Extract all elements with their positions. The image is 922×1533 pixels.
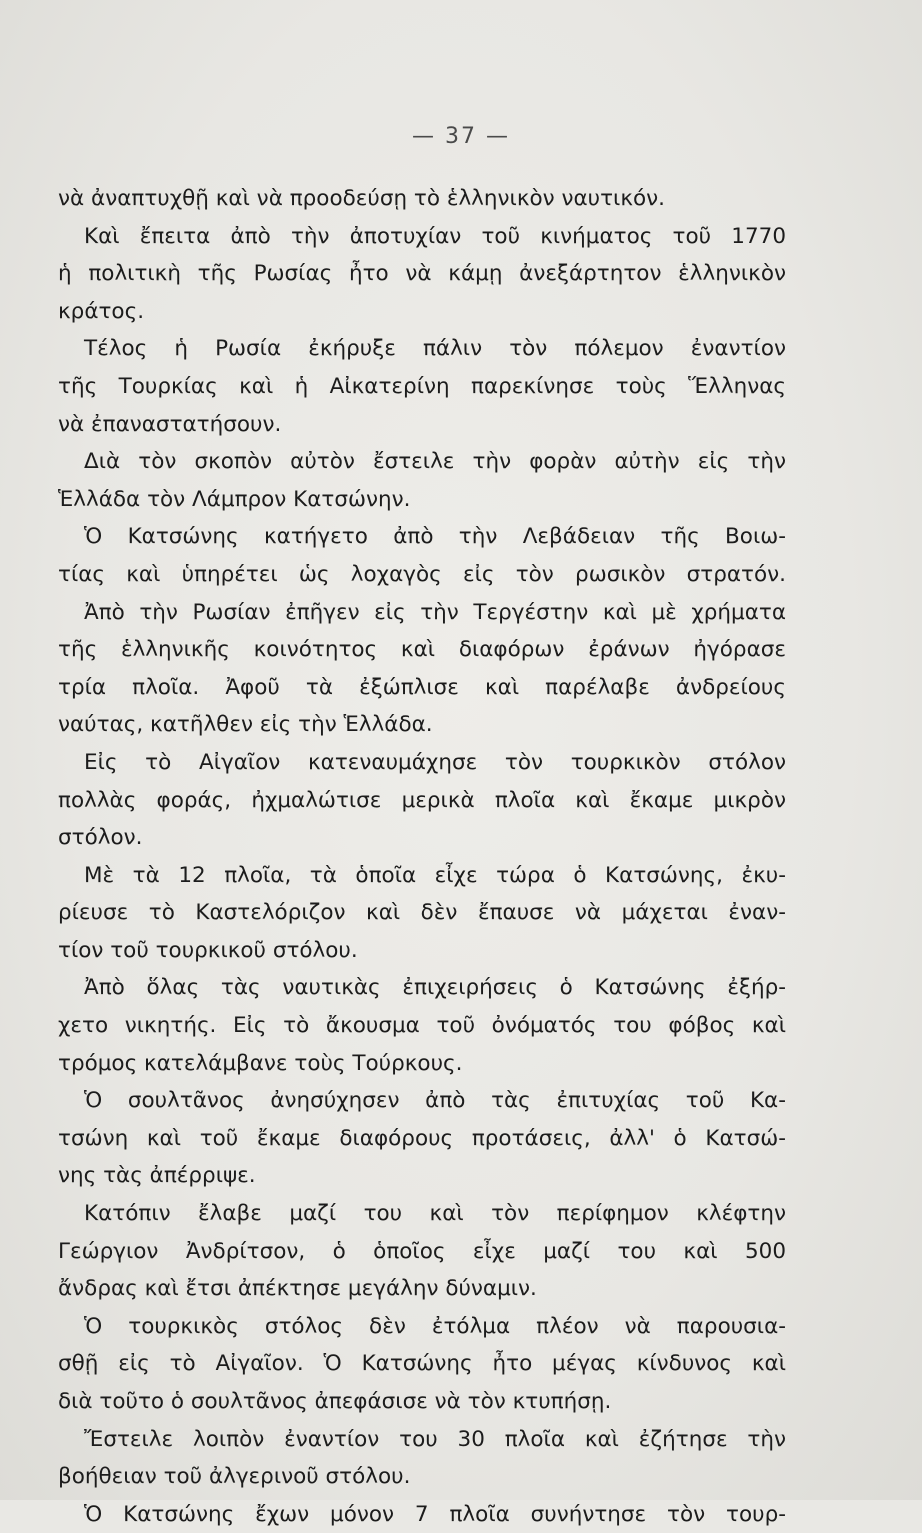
text-line: τρόμος κατελάμβανε τοὺς Τούρκους. bbox=[58, 1050, 463, 1076]
text-line: τῆς Τουρκίας καὶ ἡ Αἰκατερίνη παρεκίνησε τοὺς Ἕλληνας bbox=[58, 373, 786, 399]
text-line: Καὶ ἔπειτα ἀπὸ τὴν ἀποτυχίαν τοῦ κινήματος τοῦ 1770 bbox=[84, 223, 786, 249]
page-number: — 37 — bbox=[412, 124, 510, 149]
text-line: χετο νικητής. Εἰς τὸ ἄκουσμα τοῦ ὀνόματός του φόβος καὶ bbox=[58, 1013, 786, 1039]
text-line: Διὰ τὸν σκοπὸν αὐτὸν ἔστειλε τὴν φορὰν αὐτὴν εἰς τὴν bbox=[84, 449, 786, 475]
text-line: Γεώργιον Ἀνδρίτσον, ὁ ὁποῖος εἶχε μαζί του καὶ 500 bbox=[58, 1238, 786, 1264]
text-line: νης τὰς ἀπέρριψε. bbox=[58, 1163, 256, 1189]
text-line: στόλον. bbox=[58, 825, 143, 851]
text-line: κράτος. bbox=[58, 298, 145, 324]
text-line: τίον τοῦ τουρκικοῦ στόλου. bbox=[58, 937, 358, 963]
text-line: Ἑλλάδα τὸν Λάμπρον Κατσώνην. bbox=[58, 486, 411, 512]
text-line: Ἔστειλε λοιπὸν ἐναντίον του 30 πλοῖα καὶ ἐζήτησε τὴν bbox=[84, 1426, 786, 1452]
text-line: τῆς ἑλληνικῆς κοινότητος καὶ διαφόρων ἐράνων ἠγόρασε bbox=[58, 637, 786, 663]
text-line: Ὁ Κατσώνης ἔχων μόνον 7 πλοῖα συνήντησε τὸν τουρ- bbox=[84, 1501, 786, 1527]
text-line: Κατόπιν ἔλαβε μαζί του καὶ τὸν περίφημον κλέφτην bbox=[84, 1201, 786, 1227]
text-line: τσώνη καὶ τοῦ ἔκαμε διαφόρους προτάσεις, ἀλλ' ὁ Κατσώ- bbox=[58, 1125, 786, 1151]
text-line: νὰ ἀναπτυχθῇ καὶ νὰ προοδεύσῃ τὸ ἑλληνικὸν ναυτικόν. bbox=[58, 186, 665, 211]
text-line: Τέλος ἡ Ρωσία ἐκήρυξε πάλιν τὸν πόλεμον ἐναντίον bbox=[84, 336, 786, 362]
text-line: Ὁ τουρκικὸς στόλος δὲν ἐτόλμα πλέον νὰ παρουσια- bbox=[84, 1313, 786, 1339]
text-line: νὰ ἐπαναστατήσουν. bbox=[58, 411, 282, 437]
text-line: πολλὰς φοράς, ἠχμαλώτισε μερικὰ πλοῖα καὶ ἔκαμε μικρὸν bbox=[58, 787, 786, 813]
text-line: σθῇ εἰς τὸ Αἰγαῖον. Ὁ Κατσώνης ἦτο μέγας κίνδυνος καὶ bbox=[58, 1351, 786, 1377]
text-line: Ὁ Κατσώνης κατήγετο ἀπὸ τὴν Λεβάδειαν τῆς Βοιω- bbox=[84, 524, 786, 550]
text-line: Εἰς τὸ Αἰγαῖον κατεναυμάχησε τὸν τουρκικὸν στόλον bbox=[84, 749, 786, 775]
text-line: βοήθειαν τοῦ ἀλγερινοῦ στόλου. bbox=[58, 1464, 411, 1490]
text-line: ἡ πολιτικὴ τῆς Ρωσίας ἦτο νὰ κάμῃ ἀνεξάρτητον ἑλληνικὸν bbox=[58, 261, 786, 287]
text-line: Μὲ τὰ 12 πλοῖα, τὰ ὁποῖα εἶχε τώρα ὁ Κατσώνης, ἐκυ- bbox=[84, 862, 786, 888]
text-line: Ἀπὸ τὴν Ρωσίαν ἐπῆγεν εἰς τὴν Τεργέστην καὶ μὲ χρήματα bbox=[84, 599, 786, 625]
body-text bbox=[58, 180, 786, 1533]
text-line: τίας καὶ ὑπηρέτει ὡς λοχαγὸς εἰς τὸν ρωσικὸν στρατόν. bbox=[58, 561, 786, 587]
text-line: τρία πλοῖα. Ἀφοῦ τὰ ἐξώπλισε καὶ παρέλαβε ἀνδρείους bbox=[58, 674, 786, 700]
text-line: διὰ τοῦτο ὁ σουλτᾶνος ἀπεφάσισε νὰ τὸν κτυπήσῃ. bbox=[58, 1389, 612, 1414]
text-line: Ἀπὸ ὅλας τὰς ναυτικὰς ἐπιχειρήσεις ὁ Κατσώνης ἐξήρ- bbox=[84, 975, 786, 1001]
text-line: Ὁ σουλτᾶνος ἀνησύχησεν ἀπὸ τὰς ἐπιτυχίας τοῦ Κα- bbox=[84, 1088, 786, 1114]
text-line: ρίευσε τὸ Καστελόριζον καὶ δὲν ἔπαυσε νὰ μάχεται ἐναν- bbox=[58, 900, 786, 926]
text-line: ναύτας, κατῆλθεν εἰς τὴν Ἑλλάδα. bbox=[58, 712, 433, 738]
text-line: ἄνδρας καὶ ἔτσι ἀπέκτησε μεγάλην δύναμιν. bbox=[58, 1276, 537, 1302]
